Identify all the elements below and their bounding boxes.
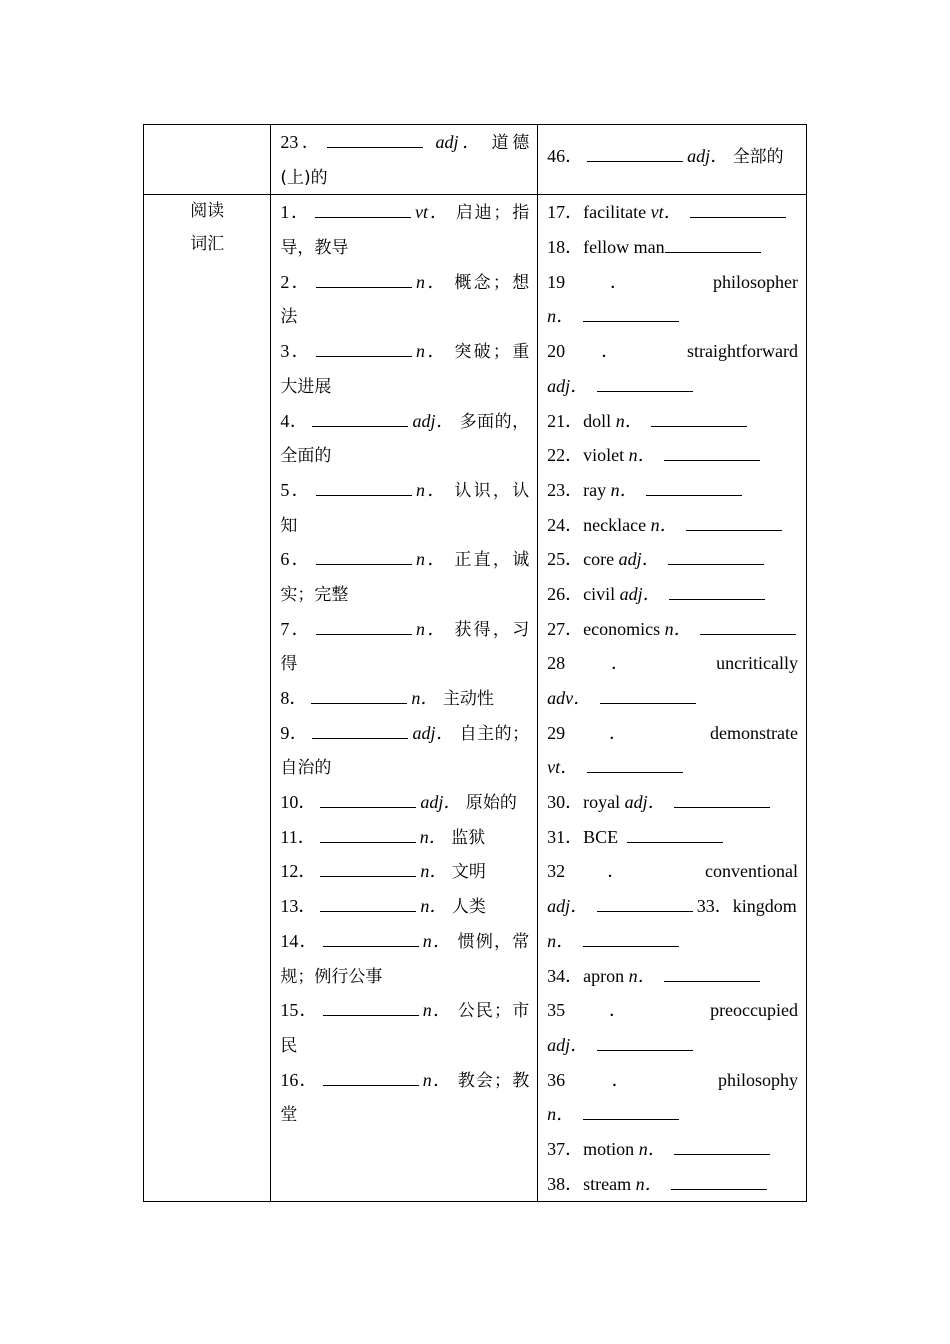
item-number: 23． [280,132,324,152]
vocab-word: royal [583,792,621,813]
list-item [280,473,529,508]
answer-blank[interactable] [583,928,679,947]
list-item-continuation [547,1028,798,1063]
item-number: 29 [547,722,566,743]
answer-blank[interactable] [312,408,408,427]
answer-blank[interactable] [597,1032,693,1051]
answer-blank[interactable] [323,928,419,947]
meaning-text: 导，教导 [280,238,349,259]
pos-label: adj． [412,722,455,743]
list-item [547,542,798,577]
list-item-continuation [280,508,529,543]
meaning-text: 惯例，常 [457,931,530,952]
vocab-word: philosophy [717,1069,798,1090]
list-item-continuation [280,160,529,195]
pos-label: n． [415,271,448,292]
table-row [144,195,807,1202]
meaning-text: 获得，习 [454,619,530,640]
answer-blank[interactable] [316,269,412,288]
meaning-text: 公民；市 [457,1001,530,1022]
list-item [547,473,798,508]
meaning-text: 实；完整 [280,584,349,605]
pos-label: n． [547,930,575,951]
list-item [280,265,529,300]
meaning-text: 认识，认 [454,480,530,501]
category-label: 词汇 [190,234,225,255]
pos-label: n． [615,410,643,431]
list-item [547,404,798,439]
pos-label: adj． [618,549,660,570]
answer-blank[interactable] [700,616,796,635]
list-item [280,889,529,924]
item-number: 12． [280,861,317,882]
category-cell [144,195,271,1202]
list-item [547,265,798,300]
meaning-text: 得 [280,654,298,675]
item-number: 5． [280,479,312,500]
item-number: 24． [547,514,584,535]
meaning-text: 教会；教 [457,1070,530,1091]
vocab-word: apron [583,965,625,986]
vocab-word: fellow man [583,237,665,258]
item-number: ． [608,1000,667,1021]
meaning-text: 知 [280,515,298,536]
item-number: 16． [280,1069,319,1090]
answer-blank[interactable] [671,1171,767,1190]
item-number: 30． [547,792,584,813]
vocab-word: ray [583,479,607,500]
item-number: 20 [547,341,566,362]
list-item [547,785,798,820]
answer-blank[interactable] [597,373,693,392]
meaning-text: 自主的； [459,723,530,744]
pos-label: n． [638,1138,666,1159]
item-number: 6． [280,549,312,570]
list-item-continuation [280,750,529,785]
item-number: 11． [280,826,316,847]
pos-label: n． [415,549,448,570]
list-item [280,924,529,959]
item-number: ． [611,1069,672,1090]
answer-blank[interactable] [323,997,419,1016]
answer-blank[interactable] [312,720,408,739]
item-number: 14． [280,930,319,951]
item-number: 21． [547,410,584,431]
answer-blank[interactable] [316,546,412,565]
pos-label: n． [650,514,678,535]
answer-blank[interactable] [674,1136,770,1155]
vocab-word: economics [583,618,661,639]
list-item [547,959,798,994]
list-item [280,716,529,751]
pos-label: adj． [435,132,484,152]
answer-blank[interactable] [600,685,696,704]
pos-label: n． [415,618,448,639]
pos-label: n． [422,1069,453,1090]
list-item-continuation [280,230,529,265]
list-item [547,1167,798,1202]
pos-label: n． [610,479,638,500]
list-item [547,993,798,1028]
vocab-word: necklace [583,514,647,535]
list-item [547,716,798,751]
list-item [547,334,798,369]
list-item [547,508,798,543]
pos-label: n． [415,341,448,362]
col2-cell [271,195,538,1202]
pos-label: vt． [650,202,682,223]
vocab-word: uncritically [716,653,799,674]
vocab-word: kingdom [732,896,797,917]
meaning-text: 规；例行公事 [280,966,383,987]
col2-cell [271,125,538,195]
meaning-text: 自治的 [280,758,332,779]
answer-blank[interactable] [311,685,407,704]
list-item [280,993,529,1028]
answer-blank[interactable] [587,143,683,162]
answer-blank[interactable] [583,303,679,322]
list-item-continuation [547,681,798,716]
list-item [280,404,529,439]
vocab-word: civil [583,583,616,604]
item-number: 2． [280,271,312,292]
answer-blank[interactable] [646,477,742,496]
pos-label: n． [419,826,447,847]
item-number: 23． [547,479,584,500]
pos-label: adj． [624,792,666,813]
answer-blank[interactable] [587,754,683,773]
list-item-continuation [280,1028,529,1063]
meaning-text: 文明 [451,862,486,883]
answer-blank[interactable] [320,858,416,877]
list-item-continuation [547,750,798,785]
list-item [547,438,798,473]
list-item [280,820,529,855]
pos-label: n． [420,896,448,917]
list-item-continuation [547,1097,798,1132]
answer-blank[interactable] [315,199,411,218]
pos-label: adj． [420,792,462,813]
item-number: 17． [547,202,584,223]
list-item [547,1063,798,1098]
list-item-continuation [547,889,798,924]
answer-blank[interactable] [669,581,765,600]
meaning-text: 正直，诚 [454,550,530,571]
list-item-continuation [547,924,798,959]
list-item [280,681,529,716]
list-item [547,139,798,174]
item-number: 36 [547,1069,566,1090]
meaning-text: 启迪；指 [455,203,530,224]
vocab-word: stream [583,1173,632,1194]
item-number: 37． [547,1138,584,1159]
list-item [547,195,798,230]
pos-label: vt． [547,757,579,778]
item-number: 33． [696,896,733,917]
list-item [280,612,529,647]
meaning-text: 突破；重 [454,342,530,363]
col3-cell [538,195,807,1202]
item-number: 46． [547,146,584,166]
answer-blank[interactable] [627,824,723,843]
list-item-continuation [280,1097,529,1132]
pos-label: n． [422,930,453,951]
pos-label: adj． [687,146,729,166]
pos-label: n． [628,445,656,466]
pos-label: n． [547,306,575,327]
item-number: 38． [547,1173,584,1194]
item-number: 1． [280,202,311,223]
answer-blank[interactable] [316,616,412,635]
list-item-continuation [280,959,529,994]
answer-blank[interactable] [323,1067,419,1086]
list-item [280,334,529,369]
item-number: 28 [547,653,566,674]
pos-label: adj． [547,1034,589,1055]
item-number: 34． [547,965,584,986]
item-number: 4． [280,410,309,431]
list-item-continuation [280,369,529,404]
answer-blank[interactable] [320,789,416,808]
list-item-continuation [280,646,529,681]
pos-label: n． [411,688,439,708]
item-number: 25． [547,549,584,570]
list-item-continuation [280,299,529,334]
pos-label: n． [635,1173,663,1194]
list-item-continuation [547,369,798,404]
vocab-word: doll [583,410,612,431]
meaning-text: 法 [280,307,298,328]
list-item [280,785,529,820]
vocab-table [143,124,807,1202]
meaning-text: 主动性 [442,689,494,709]
item-number: 7． [280,618,312,639]
category-label: 阅读 [190,201,225,222]
vocab-word: facilitate [583,202,647,223]
pos-label: adj． [619,583,661,604]
meaning-text: 全面的 [280,446,332,467]
pos-label: n． [422,1000,453,1021]
vocab-word: philosopher [713,271,799,292]
pos-label: n． [628,965,656,986]
list-item [280,195,529,230]
pos-label: n． [664,618,692,639]
item-number: ． [608,722,667,743]
vocab-word: violet [583,445,625,466]
pos-label: adj． [412,410,455,431]
vocab-word: conventional [705,861,799,882]
meaning-text: 全部的 [732,147,784,167]
pos-label: vt． [414,202,450,223]
meaning-text: 堂 [280,1105,298,1126]
answer-blank[interactable] [320,824,416,843]
item-number: ． [610,653,671,674]
item-number: 15． [280,1000,319,1021]
vocab-word: demonstrate [710,722,798,743]
answer-blank[interactable] [664,963,760,982]
meaning-text: 多面的， [459,411,530,432]
list-item [547,646,798,681]
pos-label: adj． [547,375,589,396]
item-number: 32 [547,861,566,882]
item-number: 18． [547,237,584,258]
item-number: 9． [280,722,309,743]
list-item-continuation [280,438,529,473]
answer-blank[interactable] [674,789,770,808]
meaning-text: 监狱 [451,827,486,848]
answer-blank[interactable] [690,199,786,218]
meaning-text: 原始的 [465,793,517,814]
item-number: 8． [280,688,308,708]
list-item [547,1132,798,1167]
meaning-text: 大进展 [280,376,332,397]
answer-blank[interactable] [583,1101,679,1120]
vocab-word: motion [583,1138,635,1159]
answer-blank[interactable] [665,234,761,253]
answer-blank[interactable] [686,512,782,531]
list-item [547,577,798,612]
item-number: 3． [280,341,312,362]
list-item [547,854,798,889]
item-number: ． [607,861,663,882]
list-item [280,542,529,577]
meaning-text: 道德 [491,133,530,153]
pos-label: adv． [547,688,592,708]
item-number: 10． [280,792,317,813]
vocab-word: BCE [583,826,619,847]
list-item [280,854,529,889]
answer-blank[interactable] [664,442,760,461]
item-number: ． [601,341,651,362]
list-item [547,230,798,265]
vocab-word: core [583,549,615,570]
item-number: 13． [280,896,317,917]
item-number: 31． [547,826,584,847]
vocab-word: straightforward [687,341,799,362]
list-item [547,612,798,647]
answer-blank[interactable] [316,338,412,357]
meaning-text: (上)的 [280,167,328,188]
table-row [144,125,807,195]
pos-label: adj． [547,896,589,917]
col3-cell [538,125,807,195]
meaning-text: 民 [280,1035,298,1056]
item-number: 35 [547,1000,566,1021]
vocab-word: preoccupied [710,1000,799,1021]
meaning-text: 概念；想 [454,272,530,293]
list-item [280,125,529,160]
item-number: 26． [547,583,584,604]
list-item [280,1063,529,1098]
list-item-continuation [280,577,529,612]
pos-label: n． [547,1104,575,1125]
list-item-continuation [547,299,798,334]
answer-blank[interactable] [668,546,764,565]
item-number: 22． [547,445,584,466]
list-item [547,820,798,855]
meaning-text: 人类 [451,897,486,918]
item-number: ． [609,271,669,292]
answer-blank[interactable] [327,129,423,148]
category-cell-empty [144,125,271,195]
pos-label: n． [420,861,448,882]
item-number: 27． [547,618,584,639]
answer-blank[interactable] [316,477,412,496]
item-number: 19 [547,271,566,292]
pos-label: n． [415,479,448,500]
answer-blank[interactable] [320,893,416,912]
answer-blank[interactable] [597,893,693,912]
answer-blank[interactable] [651,408,747,427]
